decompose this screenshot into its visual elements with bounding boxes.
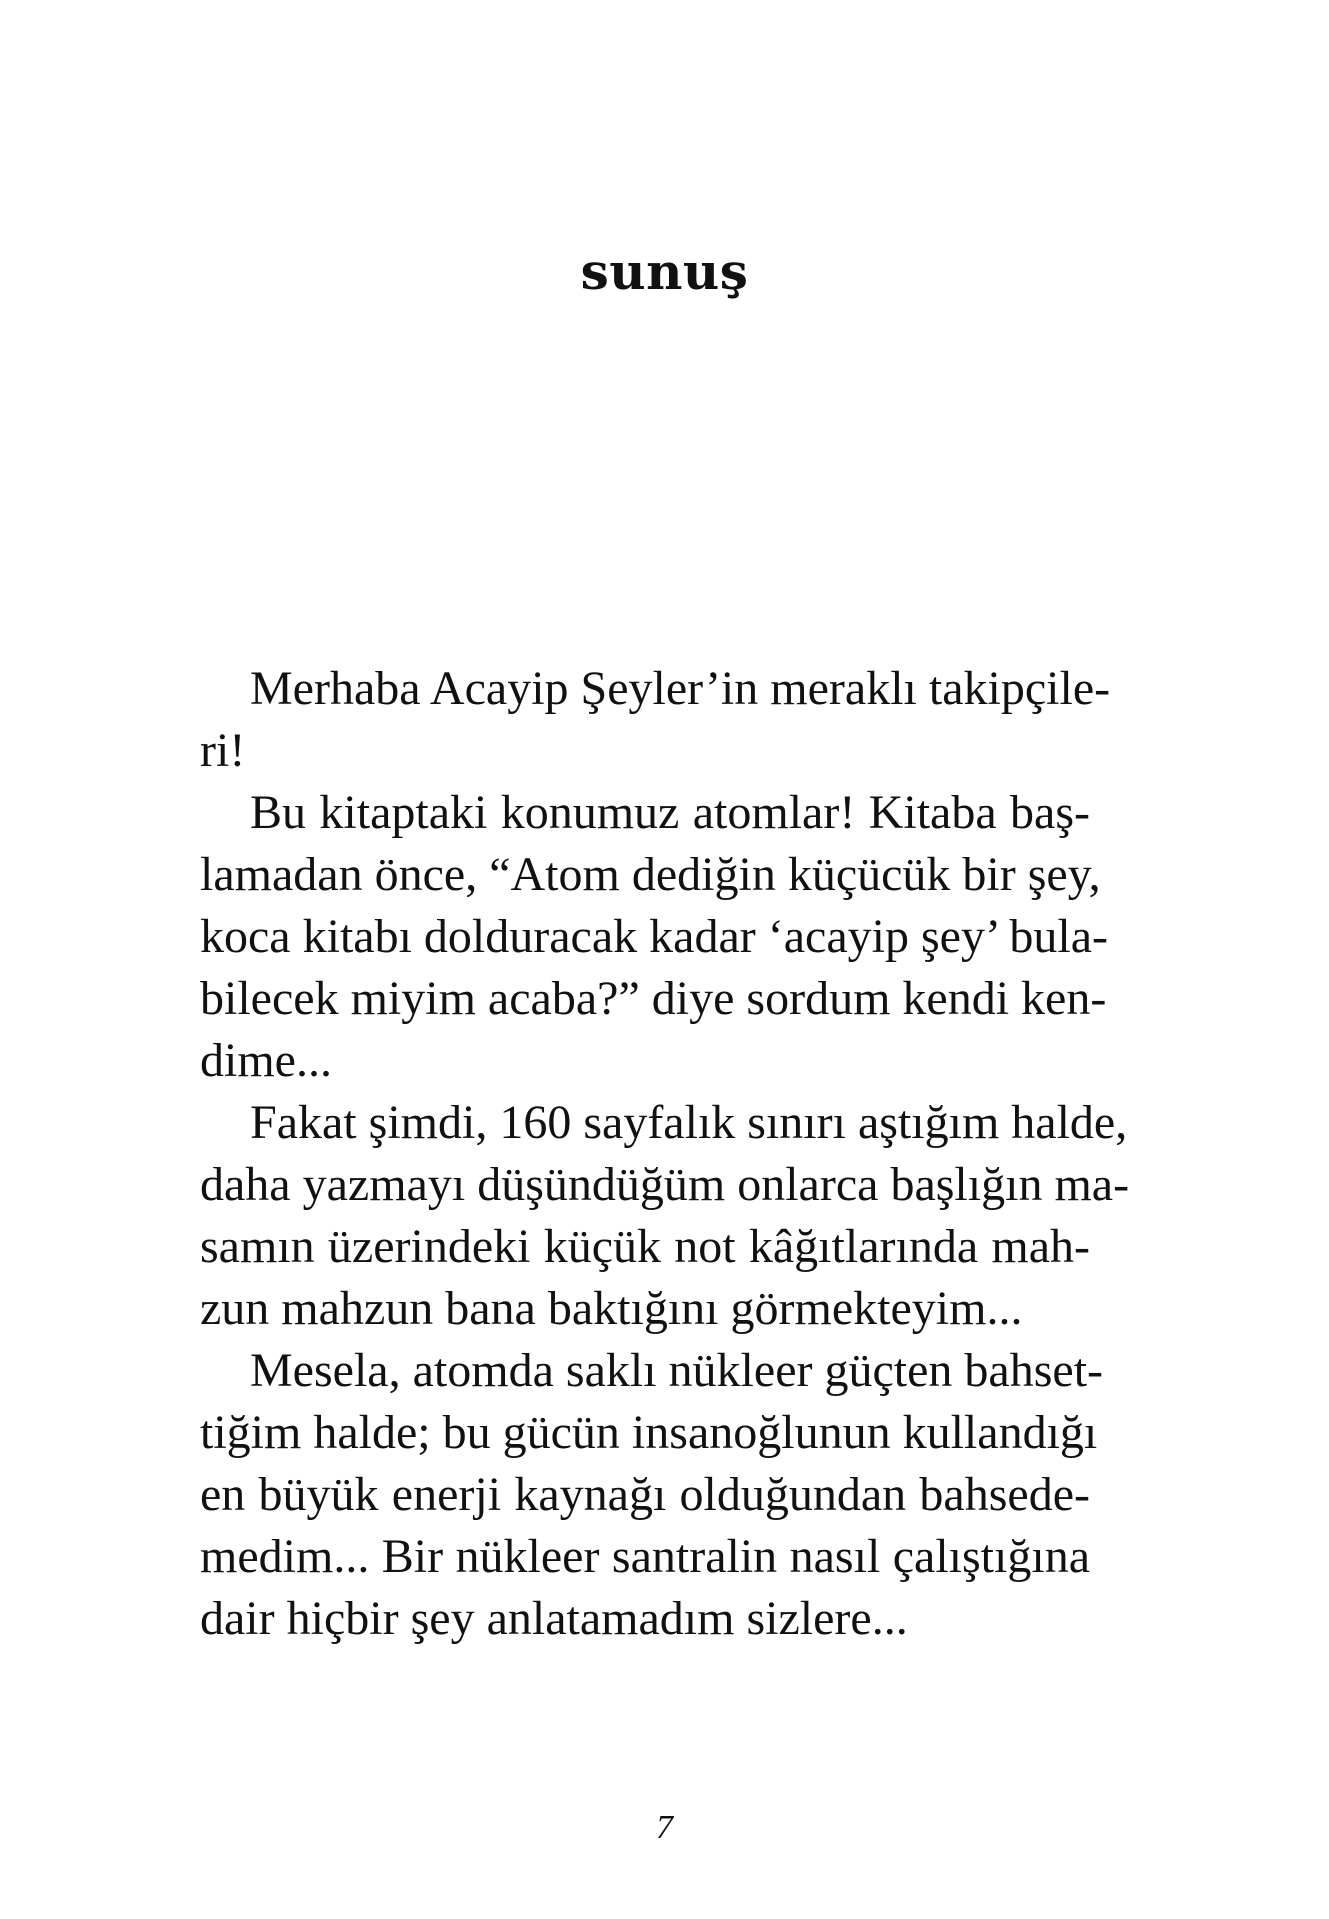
text-line: ri!	[200, 724, 246, 777]
text-line: koca kitabı dolduracak kadar ‘acayip şey’ bula-	[200, 910, 1109, 963]
chapter-title: sunuş	[580, 242, 749, 301]
text-line: Mesela, atomda saklı nükleer güçten bahset-	[250, 1344, 1104, 1397]
text-line: en büyük enerji kaynağı olduğundan bahsede-	[200, 1468, 1090, 1521]
text-line: lamadan önce, “Atom dediğin küçücük bir şey,	[200, 848, 1101, 901]
body-text	[200, 658, 1130, 1650]
text-line: zun mahzun bana baktığını görmekteyim...	[200, 1282, 1023, 1335]
text-line: samın üzerindeki küçük not kâğıtlarında mah-	[200, 1220, 1090, 1273]
text-line: dair hiçbir şey anlatamadım sizlere...	[200, 1592, 908, 1645]
text-line: Merhaba Acayip Şeyler’in meraklı takipçile-	[250, 662, 1111, 715]
page-number: 7	[656, 1809, 673, 1846]
text-line: bilecek miyim acaba?” diye sordum kendi ken-	[200, 972, 1107, 1025]
text-line: dime...	[200, 1034, 332, 1087]
text-line: daha yazmayı düşündüğüm onlarca başlığın ma-	[200, 1158, 1130, 1211]
text-line: Fakat şimdi, 160 sayfalık sınırı aştığım halde,	[250, 1096, 1128, 1149]
text-line: tiğim halde; bu gücün insanoğlunun kullandığı	[200, 1406, 1098, 1459]
text-line: medim... Bir nükleer santralin nasıl çalıştığına	[200, 1530, 1090, 1583]
text-line: Bu kitaptaki konumuz atomlar! Kitaba baş-	[250, 786, 1090, 839]
